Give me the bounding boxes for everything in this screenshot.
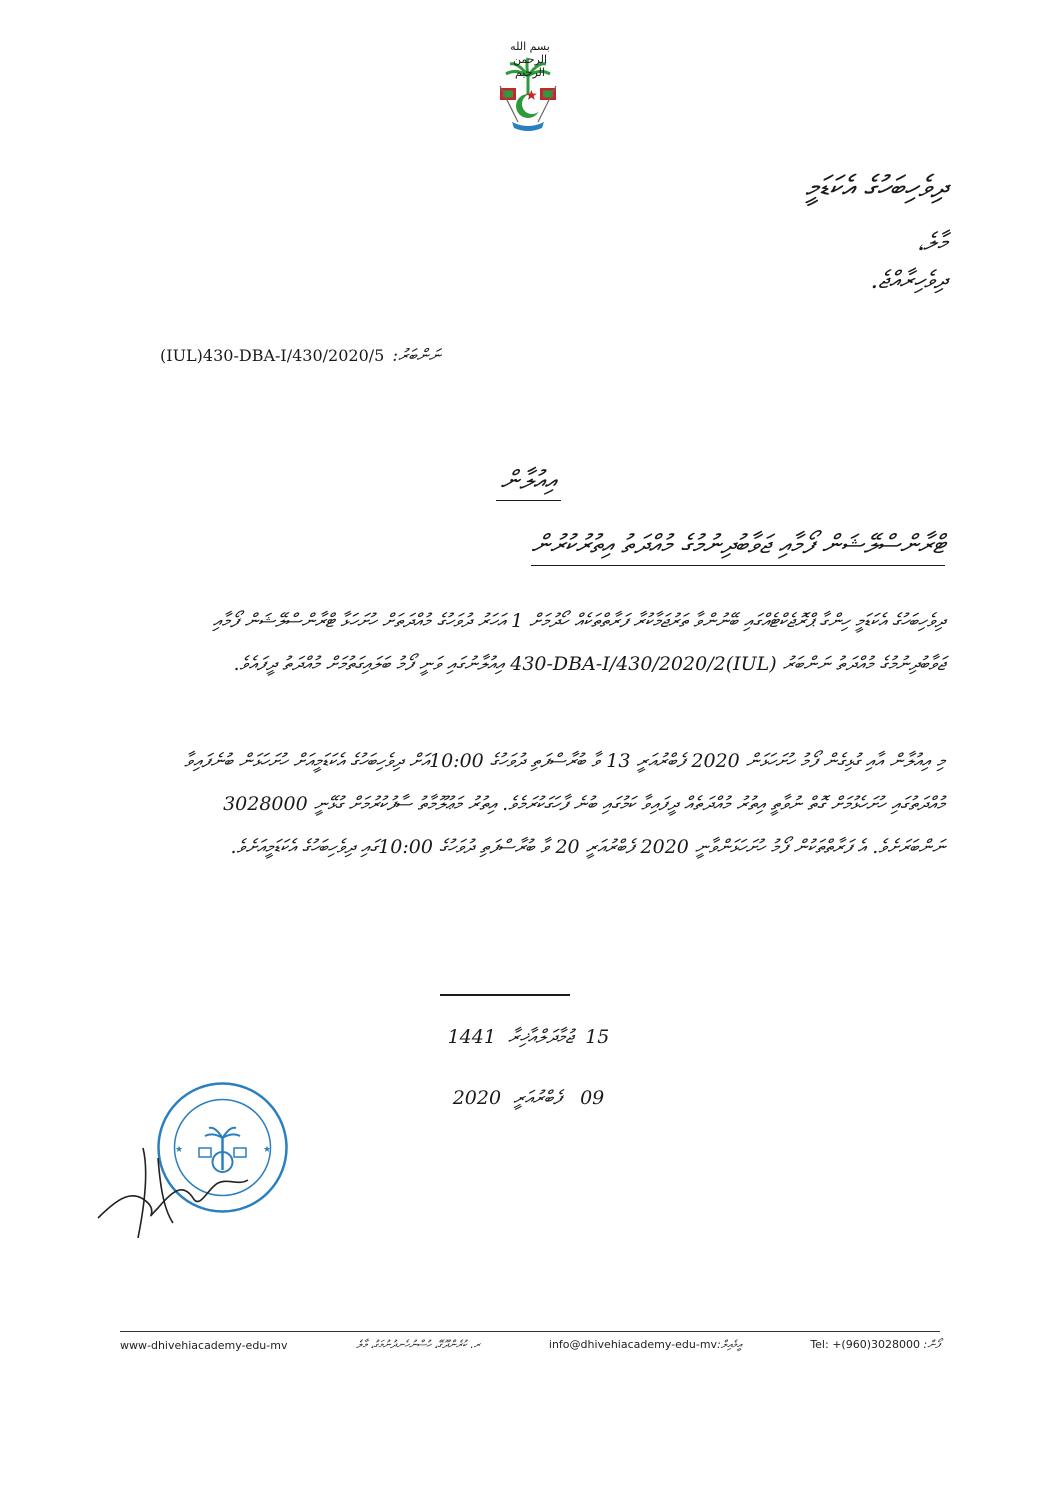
reference-value: (IUL)430-DBA-I/430/2020/5 bbox=[160, 346, 385, 365]
greg-month: ފެބްރުއަރީ bbox=[513, 1087, 562, 1109]
footer-phone-group bbox=[810, 1338, 940, 1352]
divider-line bbox=[440, 994, 570, 996]
city-line: މާލެ، bbox=[917, 228, 947, 256]
hijri-date bbox=[0, 1026, 1057, 1048]
body-paragraph-2: މި އިއުލާން އާއި ގުޅިގެން ފޯމު ހުށަހަޅަން 2020 ފެބްރުއަރީ 13 ވާ ބުރާސްފަތި ދުވަހުގެ 10:00އަށް ދިވެހިބަހުގެ އެކަޑަމީއަށް ހުށަހަޅަން ބުނެފައިވާ މުއްދަތުގައި ހުށަހެޅުމަށް ގޮތް ނުވާތީ އިތުރު މުއްދަތެއް ދީފައިވާ ކަމުގައި ބުނެ ފާހަގަކުރަމެވެ. އިތުރު މަޢުލޫމާތު ސާފުކުރުމަށް ގުޅޭނީ 3028000 ނަންބަރަށެވެ. އެ ފަރާތްތަކުން ފޯމު ހުށަހަޅަންވާނީ 2020 ފެބްރުއަރީ 20 ވާ ބުރާސްފަތި ދުވަހުގެ 10:00ގައި ދިވެހިބަހުގެ އެކަޑަމީއަށެވެ. bbox=[184, 750, 945, 858]
greg-day: 09 bbox=[580, 1087, 605, 1109]
footer-address: ރ. ކުރެންދޫގޭ، ހުސްނުހެނދުނުމަގު، މާލެ bbox=[356, 1338, 481, 1351]
footer-phone-label: ފޯން: bbox=[923, 1338, 940, 1351]
greg-year: 2020 bbox=[452, 1087, 502, 1109]
footer-email-label: އީމެއިލް: bbox=[717, 1338, 742, 1351]
reference-row bbox=[160, 346, 540, 366]
notice-heading-text: އިއުލާން bbox=[496, 466, 560, 501]
footer bbox=[120, 1338, 940, 1352]
reference-label: ނަންބަރު: bbox=[392, 346, 441, 366]
notice-heading bbox=[0, 466, 1057, 497]
hijri-month: ޖުމާދަލްއާޚިރާ bbox=[508, 1026, 574, 1048]
svg-text:★: ★ bbox=[175, 1145, 184, 1155]
notice-subject: ޓްރާންސްލޭޝަން ފޯމާއި ޖަވާބުދިނުމުގެ މުއްދަތު އިތުރުކުރުން bbox=[531, 530, 945, 566]
footer-website[interactable]: www-dhivehiacademy-edu-mv bbox=[120, 1338, 288, 1352]
hijri-year: 1441 bbox=[447, 1026, 496, 1048]
svg-text:★: ★ bbox=[263, 1145, 272, 1155]
office-name: ދިވެހިބަހުގެ އެކަޑަމީ bbox=[805, 170, 947, 205]
footer-divider bbox=[120, 1331, 940, 1332]
bismillah-calligraphy: بسم الله الرحمن الرحيم bbox=[510, 40, 550, 79]
country-line: ދިވެހިރާއްޖެ. bbox=[870, 266, 947, 294]
body-paragraph-1: ދިވެހިބަހުގެ އެކަޑަމީ ހިންގާ ޕްރޮޖެކްޓެއްގައި ބޭނުންވާ ތަރުޖަމާކުރާ ފަރާތްތަކެއް ހޯދުމަށް 1 އަހަރު ދުވަހުގެ މުއްދަތަށް ހުށަހަޅާ ޓްރާންސްލޭޝަން ފޯމާއި ޖަވާބުދިނުމުގެ މުއްދަތު ނަންބަރު (IUL)430-DBA-I/430/2020/2 އިއުލާނުގައި ވަނީ ފޯމު ބަލައިގަތުމަށް މުއްދަތު ދީފައެވެ. bbox=[212, 610, 945, 675]
footer-email[interactable]: info@dhivehiacademy-edu-mv bbox=[548, 1338, 718, 1351]
hijri-day: 15 bbox=[585, 1026, 610, 1048]
footer-email-group bbox=[549, 1338, 742, 1352]
signature-icon bbox=[88, 1128, 258, 1248]
footer-phone: Tel: +(960)3028000 bbox=[810, 1338, 920, 1351]
